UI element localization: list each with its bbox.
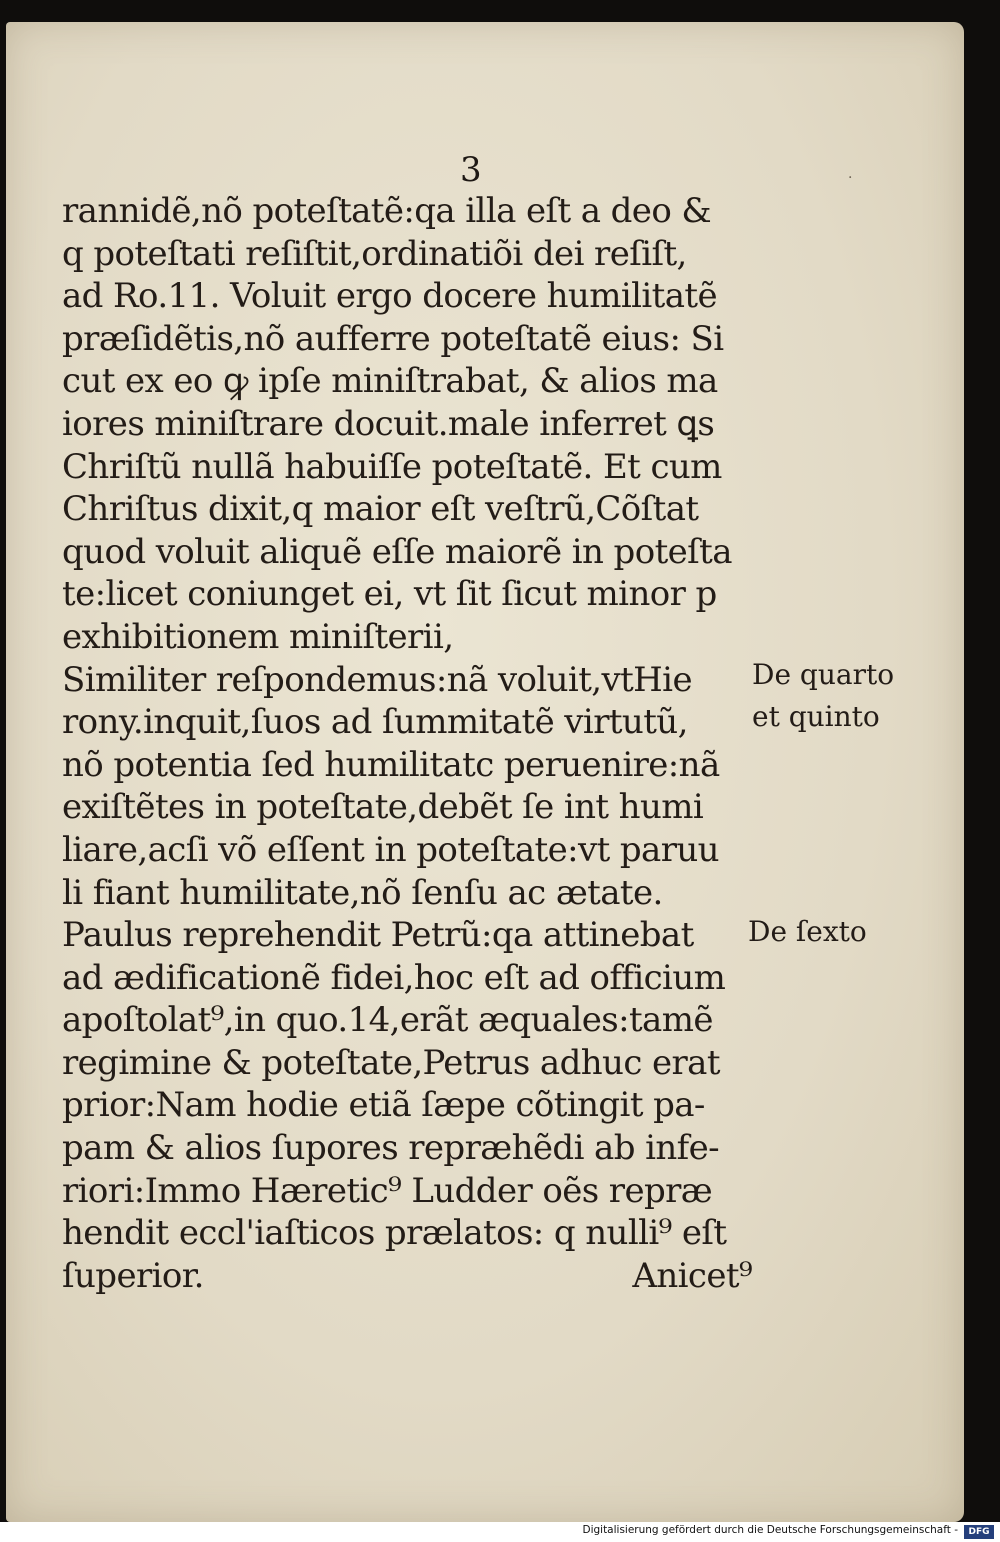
- marginal-note-quarto: De quarto: [752, 658, 895, 691]
- text-line: exiſtẽtes in poteſtate,debẽt ſe int humi: [62, 787, 704, 828]
- marginal-note-sexto: De ſexto: [748, 915, 867, 948]
- main-text-block: [62, 190, 752, 1297]
- text-line: q poteſtati reſiſtit,ordinatiõi dei reſiſt,: [62, 233, 687, 274]
- page-number: 3: [460, 150, 482, 190]
- text-line: te:licet coniunget ei, vt ſit ſicut minor p: [62, 574, 717, 615]
- text-line: apoſtolat⁹,in quo.14,erãt æquales:tamẽ: [62, 1000, 713, 1041]
- text-line: cut ex eo ꝙ ipſe miniſtrabat, & alios ma: [62, 361, 718, 402]
- funding-credit: Digitalisierung gefördert durch die Deutsche Forschungsgemeinschaft -: [582, 1524, 958, 1536]
- final-line: [62, 1255, 752, 1298]
- text-line: rony.inquit,ſuos ad ſummitatẽ virtutũ,: [62, 702, 688, 743]
- catchword: Anicet⁹: [632, 1255, 752, 1296]
- text-line: Similiter reſpondemus:nã voluit,vtHie: [62, 659, 692, 700]
- text-line: riori:Immo Hæretic⁹ Ludder oẽs repræ: [62, 1170, 713, 1211]
- text-line: præſidẽtis,nõ aufferre poteſtatẽ eius: Si: [62, 318, 724, 359]
- text-line: liare,acſi võ eſſent in poteſtate:vt paruu: [62, 829, 719, 870]
- text-line: Paulus reprehendit Petrũ:qa attinebat: [62, 915, 694, 956]
- text-line: exhibitionem miniſterii,: [62, 616, 454, 657]
- text-line: Chriſtũ nullã habuiſſe poteſtatẽ. Et cum: [62, 446, 722, 487]
- footer-bar: [0, 1522, 1000, 1542]
- text-line: rannidẽ,nõ poteſtatẽ:qa illa eſt a deo &: [62, 191, 712, 231]
- dfg-logo: DFG: [964, 1525, 994, 1539]
- last-text-line: ſuperior.: [62, 1255, 204, 1296]
- text-line: quod voluit aliquẽ eſſe maiorẽ in poteſta: [62, 531, 732, 572]
- text-line: Chriſtus dixit,q maior eſt veſtrũ,Cõſtat: [62, 489, 699, 530]
- text-line: prior:Nam hodie etiã ſæpe cõtingit pa-: [62, 1085, 705, 1126]
- text-line: regimine & poteſtate,Petrus adhuc erat: [62, 1042, 720, 1083]
- text-line: iores miniſtrare docuit.male inferret ꝗs: [62, 403, 715, 444]
- text-line: nõ potentia ſed humilitatc peruenire:nã: [62, 744, 720, 785]
- text-line: pam & alios ſupores repræhẽdi ab infe-: [62, 1128, 720, 1169]
- text-line: ad Ro.11. Voluit ergo docere humilitatẽ: [62, 276, 717, 317]
- text-line: li fiant humilitate,nõ ſenſu ac ætate.: [62, 872, 663, 913]
- text-line: hendit eccl'iaſticos prælatos: q nulli⁹ eſt: [62, 1213, 727, 1254]
- bleed-through-marks: ·: [848, 170, 853, 186]
- marginal-note-quinto: et quinto: [752, 700, 880, 733]
- text-line: ad ædificationẽ fidei,hoc eſt ad officium: [62, 957, 726, 998]
